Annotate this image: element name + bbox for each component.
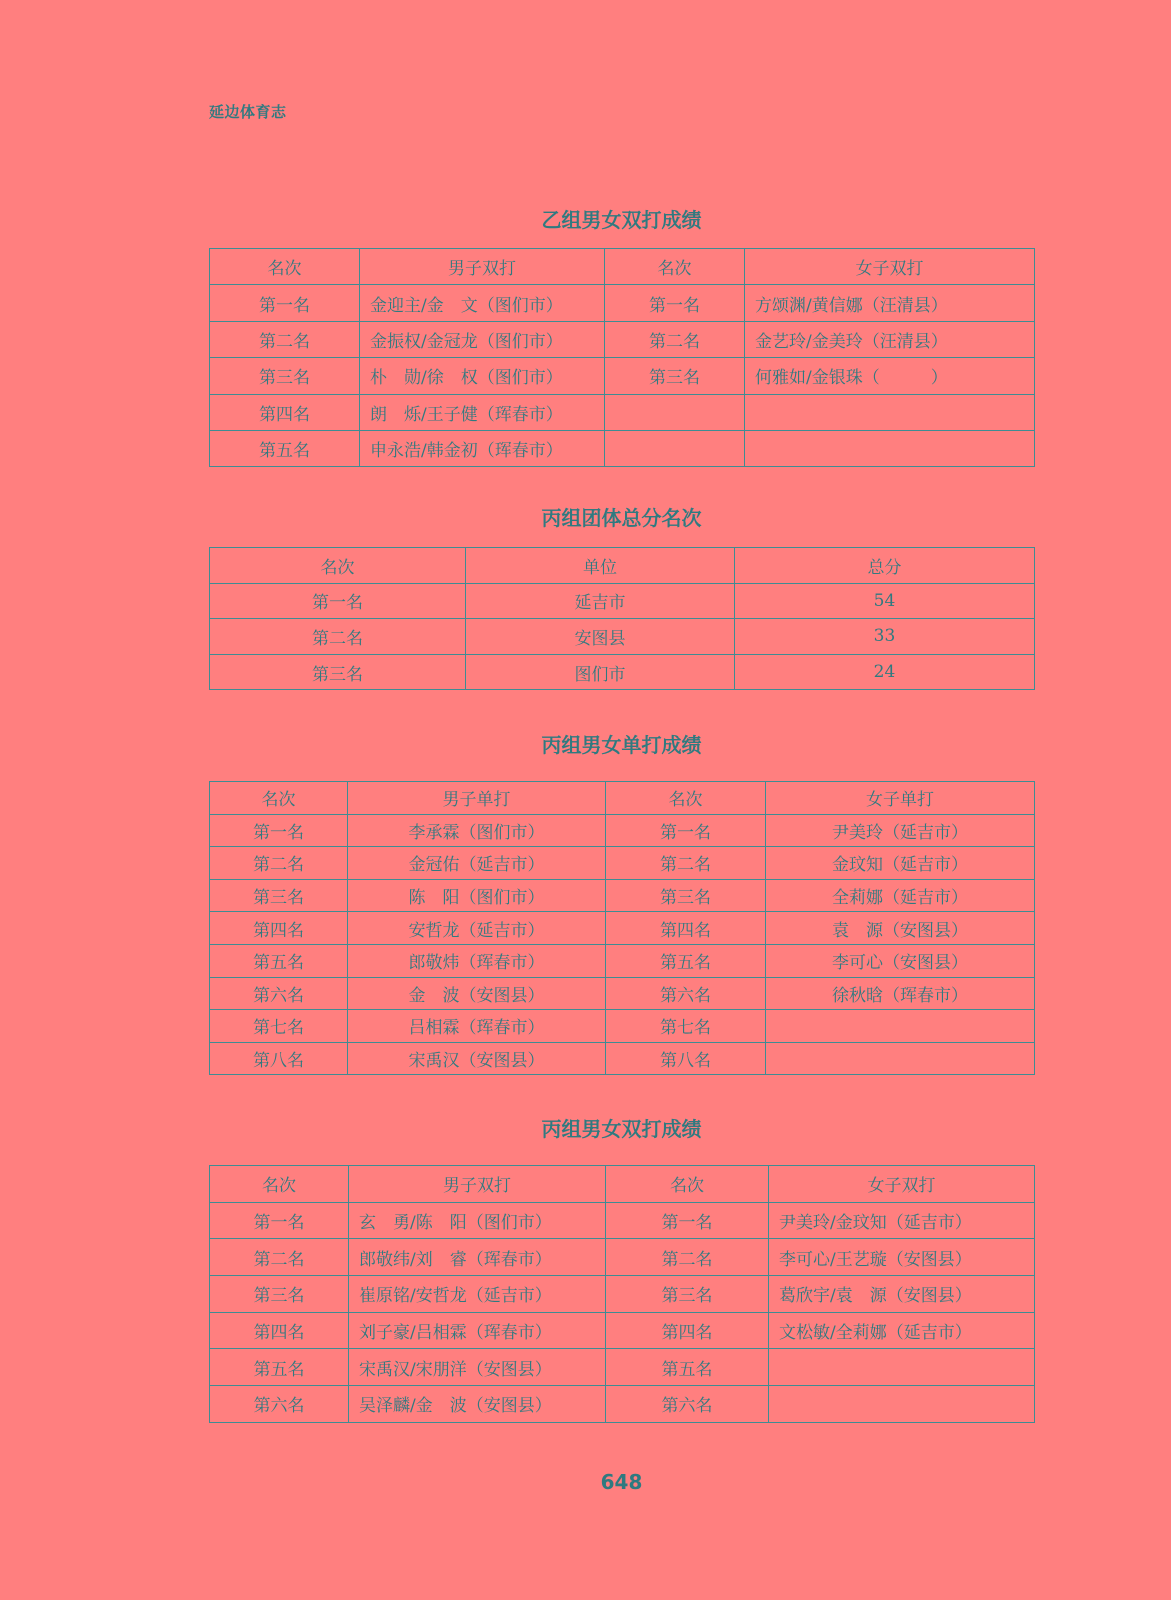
table-cell (769, 1386, 1035, 1423)
table-cell: 第八名 (210, 1042, 348, 1075)
table-cell: 李可心（安图县） (766, 944, 1035, 977)
table-cell: 金振权/金冠龙（图们市） (360, 321, 605, 357)
table-cell: 第一名 (210, 814, 348, 847)
table-cell: 玄 勇/陈 阳（图们市） (349, 1202, 606, 1239)
table-cell: 第七名 (210, 1010, 348, 1043)
table-cell: 袁 源（安图县） (766, 912, 1035, 945)
table-row (210, 944, 1035, 977)
running-head: 延边体育志 (209, 103, 287, 121)
table-group-b-doubles (209, 248, 1035, 467)
table-cell: 金玟知（延吉市） (766, 847, 1035, 880)
table-cell: 葛欣宇/袁 源（安图县） (769, 1276, 1035, 1313)
table-cell: 第三名 (210, 879, 348, 912)
table-cell: 陈 阳（图们市） (348, 879, 606, 912)
table-cell: 第三名 (210, 1276, 349, 1313)
table-cell: 第三名 (606, 879, 766, 912)
table-row (210, 814, 1035, 847)
column-header: 女子双打 (769, 1166, 1035, 1203)
table-row (210, 1042, 1035, 1075)
table-cell: 第六名 (606, 1386, 769, 1423)
column-header: 男子双打 (360, 249, 605, 285)
table-cell: 方颂渊/黄信娜（汪清县） (745, 285, 1035, 321)
table-cell: 文松敏/全莉娜（延吉市） (769, 1312, 1035, 1349)
table-cell: 金艺玲/金美玲（汪清县） (745, 321, 1035, 357)
table-row (210, 430, 1035, 466)
column-header: 名次 (606, 782, 766, 815)
table-cell: 郎敬纬/刘 睿（珲春市） (349, 1239, 606, 1276)
section-title-group-c-singles: 丙组男女单打成绩 (541, 733, 702, 757)
table-cell: 第四名 (606, 1312, 769, 1349)
table-cell: 第三名 (606, 1276, 769, 1313)
table-cell: 第一名 (606, 1202, 769, 1239)
table-cell: 朴 勋/徐 权（图们市） (360, 358, 605, 394)
table-cell: 金冠佑（延吉市） (348, 847, 606, 880)
section-title-group-c-doubles: 丙组男女双打成绩 (541, 1117, 702, 1141)
table-cell (745, 394, 1035, 430)
section-title-group-c-team-totals: 丙组团体总分名次 (541, 506, 702, 530)
table-cell: 刘子豪/吕相霖（珲春市） (349, 1312, 606, 1349)
column-header: 总分 (735, 548, 1035, 584)
table-cell: 第一名 (605, 285, 745, 321)
table-cell: 第五名 (210, 1349, 349, 1386)
column-header: 名次 (210, 1166, 349, 1203)
table-row (210, 285, 1035, 321)
table-cell: 金 波（安图县） (348, 977, 606, 1010)
column-header: 名次 (210, 782, 348, 815)
table-body (210, 1166, 1035, 1423)
table-cell: 第二名 (210, 847, 348, 880)
table-header-row (210, 782, 1035, 815)
table-header-row (210, 1166, 1035, 1203)
column-header: 名次 (210, 548, 466, 584)
table-row (210, 321, 1035, 357)
table-cell: 第一名 (210, 583, 466, 619)
table-cell: 第一名 (210, 1202, 349, 1239)
table-row (210, 1349, 1035, 1386)
column-header: 名次 (606, 1166, 769, 1203)
section-title-group-b-doubles: 乙组男女双打成绩 (541, 208, 702, 232)
table-cell: 第五名 (606, 944, 766, 977)
table-header-row (210, 249, 1035, 285)
table-cell: 第二名 (606, 1239, 769, 1276)
table-row (210, 977, 1035, 1010)
table-cell: 延吉市 (466, 583, 735, 619)
table-cell: 第二名 (606, 847, 766, 880)
table-row (210, 1010, 1035, 1043)
table-row (210, 1276, 1035, 1313)
table-cell: 54 (735, 583, 1035, 619)
table-cell: 第八名 (606, 1042, 766, 1075)
table-header-row (210, 548, 1035, 584)
table-row (210, 358, 1035, 394)
table-cell (769, 1349, 1035, 1386)
table-cell: 第三名 (210, 654, 466, 690)
column-header: 女子单打 (766, 782, 1035, 815)
table-row (210, 583, 1035, 619)
table-cell: 宋禹汉（安图县） (348, 1042, 606, 1075)
table-cell: 何雅如/金银珠（ ） (745, 358, 1035, 394)
table-cell: 吕相霖（珲春市） (348, 1010, 606, 1043)
table-cell: 第四名 (210, 912, 348, 945)
table-cell: 尹美玲（延吉市） (766, 814, 1035, 847)
table-row (210, 394, 1035, 430)
table-cell: 第六名 (606, 977, 766, 1010)
table-cell: 安哲龙（延吉市） (348, 912, 606, 945)
column-header: 男子单打 (348, 782, 606, 815)
table-cell: 图们市 (466, 654, 735, 690)
table-group-c-team-totals (209, 547, 1035, 690)
table-cell: 第五名 (210, 430, 360, 466)
table-cell: 申永浩/韩金初（珲春市） (360, 430, 605, 466)
table-cell: 李承霖（图们市） (348, 814, 606, 847)
table-body (210, 249, 1035, 467)
table-cell: 第五名 (606, 1349, 769, 1386)
table-cell: 第二名 (210, 321, 360, 357)
table-row (210, 1202, 1035, 1239)
table-cell (605, 394, 745, 430)
table-row (210, 1312, 1035, 1349)
table-row (210, 619, 1035, 655)
table-group-c-doubles (209, 1165, 1035, 1423)
table-row (210, 912, 1035, 945)
column-header: 名次 (605, 249, 745, 285)
table-cell: 第二名 (210, 1239, 349, 1276)
table-cell: 宋禹汉/宋朋洋（安图县） (349, 1349, 606, 1386)
table-cell: 第一名 (606, 814, 766, 847)
table-body (210, 782, 1035, 1075)
column-header: 单位 (466, 548, 735, 584)
table-cell: 第二名 (605, 321, 745, 357)
table-cell: 第六名 (210, 977, 348, 1010)
table-cell: 朗 烁/王子健（珲春市） (360, 394, 605, 430)
column-header: 名次 (210, 249, 360, 285)
table-row (210, 654, 1035, 690)
table-cell: 第三名 (605, 358, 745, 394)
page-number: 648 (600, 1470, 643, 1494)
column-header: 女子双打 (745, 249, 1035, 285)
table-cell: 崔原铭/安哲龙（延吉市） (349, 1276, 606, 1313)
table-cell: 第七名 (606, 1010, 766, 1043)
table-cell (766, 1042, 1035, 1075)
table-cell: 第四名 (606, 912, 766, 945)
table-cell: 尹美玲/金玟知（延吉市） (769, 1202, 1035, 1239)
table-body (210, 548, 1035, 690)
table-cell: 李可心/王艺璇（安图县） (769, 1239, 1035, 1276)
table-cell: 金迎主/金 文（图们市） (360, 285, 605, 321)
table-cell: 33 (735, 619, 1035, 655)
table-cell (745, 430, 1035, 466)
table-cell: 吴泽麟/金 波（安图县） (349, 1386, 606, 1423)
table-group-c-singles (209, 781, 1035, 1075)
table-row (210, 879, 1035, 912)
table-row (210, 1239, 1035, 1276)
column-header: 男子双打 (349, 1166, 606, 1203)
table-cell: 第四名 (210, 394, 360, 430)
table-cell: 第一名 (210, 285, 360, 321)
table-cell: 第四名 (210, 1312, 349, 1349)
table-cell: 第三名 (210, 358, 360, 394)
table-row (210, 1386, 1035, 1423)
table-cell: 第二名 (210, 619, 466, 655)
table-cell: 第五名 (210, 944, 348, 977)
table-cell: 郎敬炜（珲春市） (348, 944, 606, 977)
table-cell: 安图县 (466, 619, 735, 655)
table-cell: 徐秋晗（珲春市） (766, 977, 1035, 1010)
table-cell (766, 1010, 1035, 1043)
table-cell: 第六名 (210, 1386, 349, 1423)
table-cell (605, 430, 745, 466)
table-cell: 全莉娜（延吉市） (766, 879, 1035, 912)
table-cell: 24 (735, 654, 1035, 690)
table-row (210, 847, 1035, 880)
